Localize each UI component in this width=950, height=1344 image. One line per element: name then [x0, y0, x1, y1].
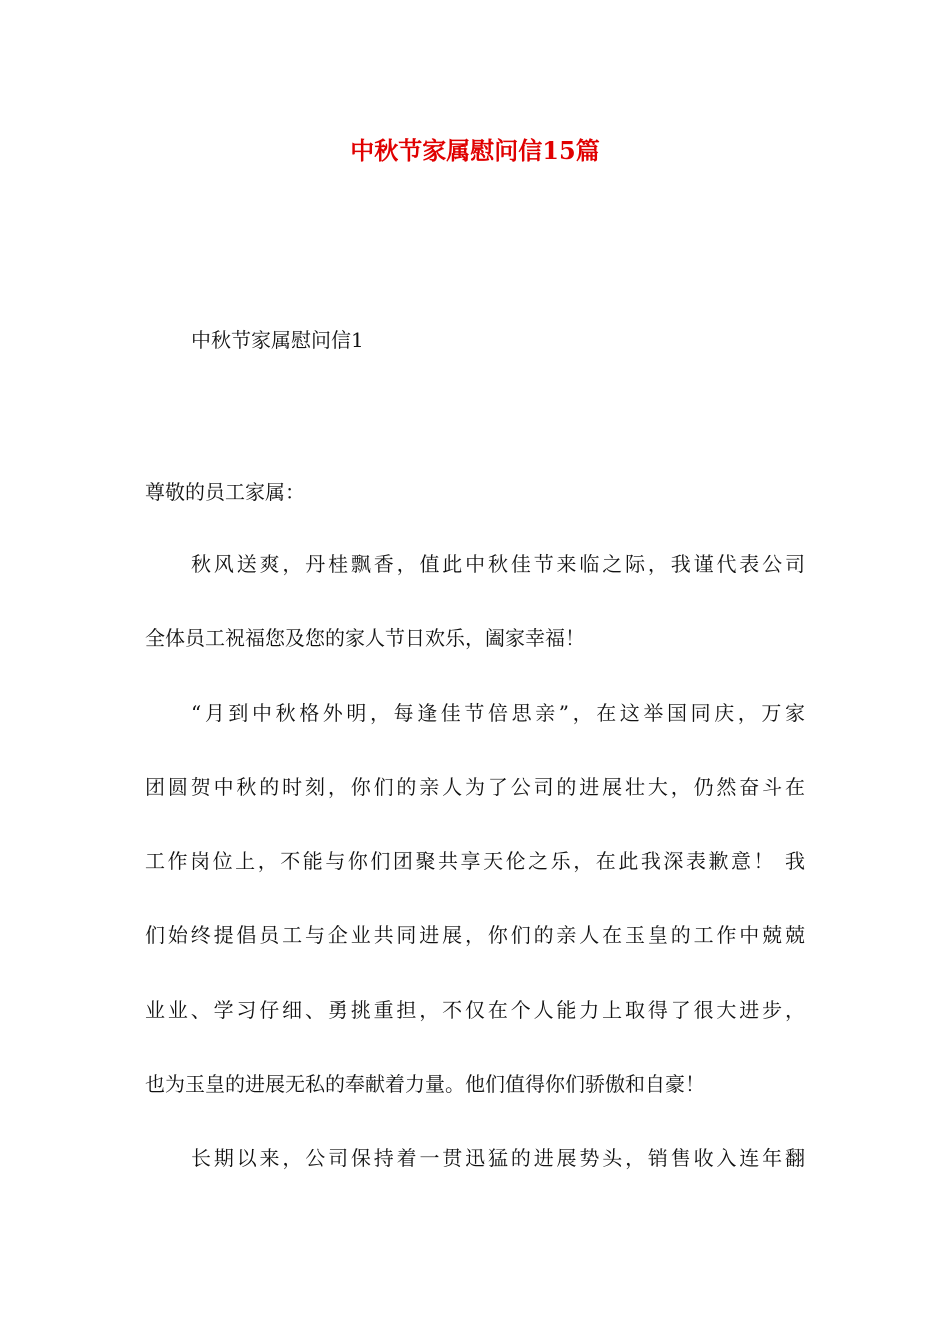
paragraph-line: 长期以来，公司保持着一贯迅猛的进展势头，销售收入连年翻 [191, 1146, 805, 1170]
letter-heading: 中秋节家属慰问信1 [191, 328, 364, 352]
paragraph-line: 团圆贺中秋的时刻，你们的亲人为了公司的进展壮大，仍然奋斗在 [145, 775, 805, 799]
document-title: 中秋节家属慰问信15篇 [350, 136, 600, 165]
paragraph-line: 们始终提倡员工与企业共同进展，你们的亲人在玉皇的工作中兢兢 [145, 923, 805, 947]
paragraph-line: 全体员工祝福您及您的家人节日欢乐，阖家幸福！ [145, 626, 585, 650]
paragraph-line: 也为玉皇的进展无私的奉献着力量。他们值得你们骄傲和自豪！ [145, 1072, 705, 1096]
paragraph-line: 工作岗位上，不能与你们团聚共享天伦之乐，在此我深表歉意！ 我 [145, 849, 805, 873]
salutation: 尊敬的员工家属： [145, 480, 305, 504]
paragraph-line: 秋风送爽，丹桂飘香，值此中秋佳节来临之际，我谨代表公司 [191, 552, 805, 576]
paragraph-line: “月到中秋格外明，每逢佳节倍思亲”，在这举国同庆，万家 [191, 701, 805, 725]
paragraph-line: 业业、学习仔细、勇挑重担，不仅在个人能力上取得了很大进步， [145, 998, 805, 1022]
